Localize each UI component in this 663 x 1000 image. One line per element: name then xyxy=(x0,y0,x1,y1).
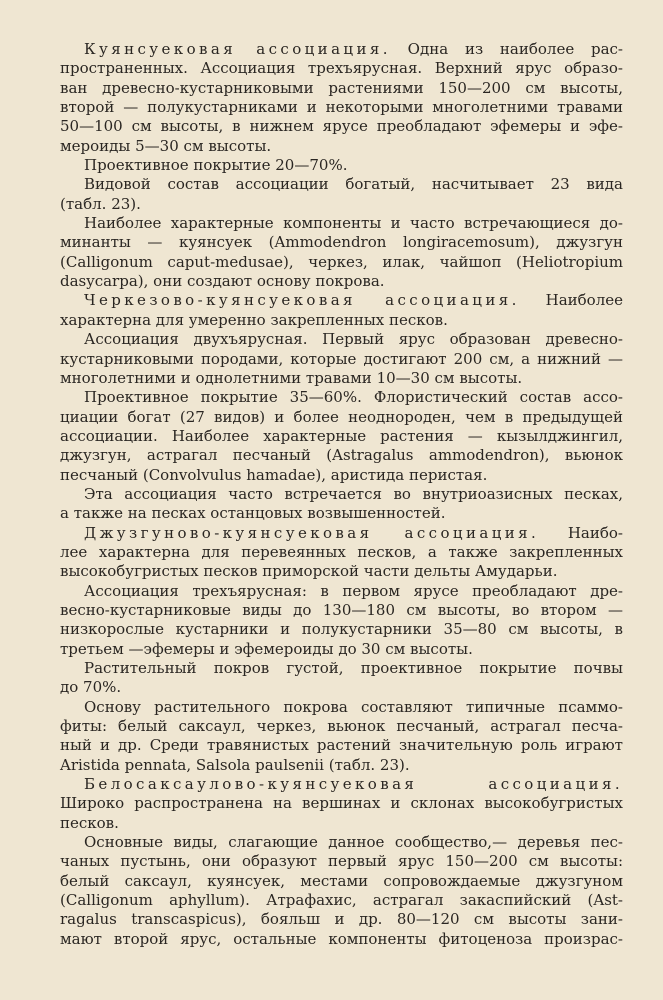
text-line: фиты: белый саксаул, черкез, вьюнок песчаный, астрагал песча- xyxy=(60,717,623,736)
text-line: третьем —эфемеры и эфемероиды до 30 см высоты. xyxy=(60,639,473,658)
text-line xyxy=(60,40,623,59)
text-line: до 70%. xyxy=(60,678,122,697)
text-run: Наиболее xyxy=(519,291,623,310)
text-run: Наибо- xyxy=(539,523,623,542)
text-line xyxy=(60,775,623,794)
text-line: dasycarpa), они создают основу покрова. xyxy=(60,272,385,291)
text-line: а также на песках останцовых возвышенностей. xyxy=(60,504,446,523)
text-line: джузгун, астрагал песчаный (Astragalus ammodendron), вьюнок xyxy=(60,446,623,465)
text-line: чаных пустынь, они образуют первый ярус 150—200 см высоты: xyxy=(60,852,623,871)
text-line: мают второй ярус, остальные компоненты фитоценоза произрас- xyxy=(60,929,623,948)
text-line: Эта ассоциация часто встречается во внутриоазисных песках, xyxy=(84,484,623,503)
text-line: Ассоциация двухъярусная. Первый ярус образован древесно- xyxy=(84,330,623,349)
text-line: 50—100 см высоты, в нижнем ярусе преобладают эфемеры и эфе- xyxy=(60,117,623,136)
text-line: ван древесно-кустарниковыми растениями 150—200 см высоты, xyxy=(60,78,623,97)
page-text xyxy=(60,40,623,949)
text-line: Основу растительного покрова составляют типичные псаммо- xyxy=(84,697,623,716)
text-line: белый саксаул, куянсуек, местами сопровождаемые джузгуном xyxy=(60,871,623,890)
text-line: лее характерна для перевеянных песков, а также закрепленных xyxy=(60,542,623,561)
spaced-heading: Джузгуново-куянсуековая ассоциация. xyxy=(84,523,540,542)
text-run: Одна из наиболее рас- xyxy=(390,40,623,58)
spaced-heading: Черкезово-куянсуековая ассоциация. xyxy=(84,291,520,310)
text-line: мероиды 5—30 см высоты. xyxy=(60,136,272,155)
text-line: циации богат (27 видов) и более неоднороден, чем в предыдущей xyxy=(60,407,623,426)
text-line: ный и др. Среди травянистых растений значительную роль играют xyxy=(60,736,623,755)
text-line: минанты — куянсуек (Ammodendron longiracemosum), джузгун xyxy=(60,233,623,252)
text-line: (Calligonum caput-medusae), черкез, илак, чайшоп (Heliotropium xyxy=(60,252,623,271)
text-line: Растительный покров густой, проективное покрытие почвы xyxy=(84,659,623,677)
text-line: весно-кустарниковые виды до 130—180 см высоты, во втором — xyxy=(60,600,623,619)
text-line: низкорослые кустарники и полукустарники 35—80 см высоты, в xyxy=(60,620,623,639)
text-line: ассоциации. Наиболее характерные растения — кызылджингил, xyxy=(60,426,623,445)
text-line: Aristida pennata, Salsola paulsenii (табл. 23). xyxy=(60,755,410,774)
text-line: песчаный (Convolvulus hamadae), аристида перистая. xyxy=(60,465,488,484)
text-line xyxy=(60,291,623,310)
text-line: Проективное покрытие 20—70%. xyxy=(84,156,348,175)
text-line: многолетними и однолетними травами 10—30 см высоты. xyxy=(60,368,523,387)
text-line: ragalus transcaspicus), бояльш и др. 80—120 см высоты зани- xyxy=(60,910,623,929)
text-line: Основные виды, слагающие данное сообщество,— деревья пес- xyxy=(84,833,623,852)
text-line: (табл. 23). xyxy=(60,194,141,213)
text-line: характерна для умеренно закрепленных песков. xyxy=(60,310,448,329)
text-line: песков. xyxy=(60,813,119,832)
text-line: кустарниковыми породами, которые достигают 200 см, а нижний — xyxy=(60,349,623,368)
text-line: пространенных. Ассоциация трехъярусная. Верхний ярус образо- xyxy=(60,59,623,78)
spaced-heading: Белосаксауловo-куянсуековая ассоциация. xyxy=(84,775,623,794)
text-line: Широко распространена на вершинах и склонах высокобугристых xyxy=(60,794,623,813)
text-line: высокобугристых песков приморской части дельты Амударьи. xyxy=(60,562,558,581)
text-line: (Calligonum aphyllum). Атрафахис, астрагал закаспийский (Ast- xyxy=(60,891,623,910)
spaced-heading: Куянсуековая ассоциация. xyxy=(84,40,391,58)
text-line: Проективное покрытие 35—60%. Флористический состав ассо- xyxy=(84,388,623,407)
text-line: Наиболее характерные компоненты и часто встречающиеся до- xyxy=(84,214,623,233)
text-line: второй — полукустарниками и некоторыми многолетними травами xyxy=(60,98,623,117)
text-line: Ассоциация трехъярусная: в первом ярусе преобладают дре- xyxy=(84,581,623,600)
text-line xyxy=(60,524,623,543)
text-line: Видовой состав ассоциации богатый, насчитывает 23 вида xyxy=(84,175,623,194)
